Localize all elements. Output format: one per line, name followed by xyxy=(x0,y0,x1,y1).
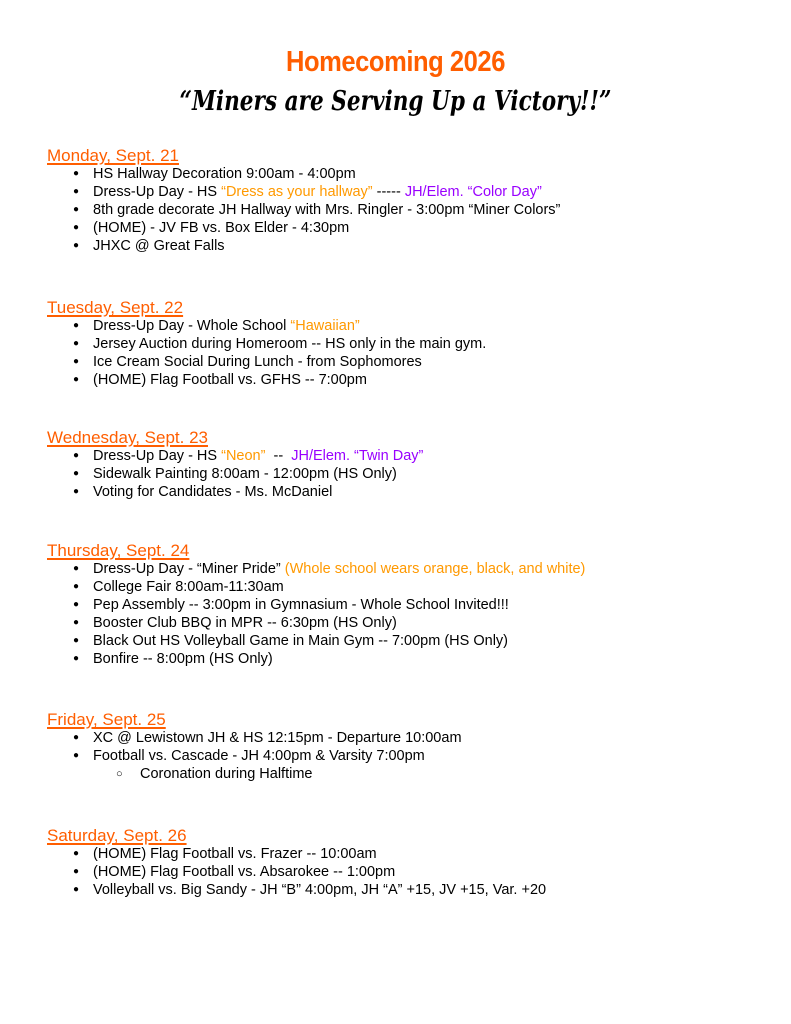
day-section-thursday xyxy=(47,541,585,668)
bullet-icon: ● xyxy=(73,168,80,179)
bullet-icon: ● xyxy=(73,240,80,251)
list-item: ● Booster Club BBQ in MPR -- 6:30pm (HS Only) xyxy=(73,615,397,631)
event-list xyxy=(47,729,462,783)
bullet-icon: ● xyxy=(73,884,80,895)
list-item: ● Bonfire -- 8:00pm (HS Only) xyxy=(73,651,273,667)
day-section-friday xyxy=(47,710,462,783)
list-item: ● Sidewalk Painting 8:00am - 12:00pm (HS Only) xyxy=(73,466,397,482)
list-item: ● Ice Cream Social During Lunch - from Sophomores xyxy=(73,354,422,370)
list-item: ● Dress-Up Day - HS “Dress as your hallway” ----- JH/Elem. “Color Day” xyxy=(73,184,542,200)
event-list xyxy=(47,165,560,255)
list-item: ● (HOME) Flag Football vs. Frazer -- 10:00am xyxy=(73,846,377,862)
event-list xyxy=(47,447,423,501)
day-section-wednesday xyxy=(47,428,423,501)
day-heading: Friday, Sept. 25 xyxy=(47,710,166,729)
list-item: ● Jersey Auction during Homeroom -- HS only in the main gym. xyxy=(73,336,487,352)
day-heading: Saturday, Sept. 26 xyxy=(47,826,187,845)
list-item: ● (HOME) Flag Football vs. GFHS -- 7:00pm xyxy=(73,372,367,388)
list-item: ● Dress-Up Day - Whole School “Hawaiian” xyxy=(73,318,360,334)
list-item: ● Dress-Up Day - “Miner Pride” (Whole school wears orange, black, and white) xyxy=(73,561,586,577)
day-section-tuesday xyxy=(47,298,486,389)
day-section-monday xyxy=(47,146,560,255)
day-heading: Wednesday, Sept. 23 xyxy=(47,428,208,447)
sub-list-item: ○ Coronation during Halftime xyxy=(116,766,313,782)
bullet-icon: ● xyxy=(73,222,80,233)
hollow-bullet-icon: ○ xyxy=(116,768,123,780)
event-list xyxy=(47,317,486,389)
page-title: Homecoming 2026 xyxy=(286,46,505,78)
list-item: ● (HOME) Flag Football vs. Absarokee -- 1:00pm xyxy=(73,864,396,880)
list-item: ● Volleyball vs. Big Sandy - JH “B” 4:00pm, JH “A” +15, JV +15, Var. +20 xyxy=(73,882,547,898)
day-heading: Tuesday, Sept. 22 xyxy=(47,298,184,317)
bullet-icon: ● xyxy=(73,563,80,574)
list-item: ● (HOME) - JV FB vs. Box Elder - 4:30pm xyxy=(73,220,350,236)
bullet-icon: ● xyxy=(73,204,80,215)
bullet-icon: ● xyxy=(73,732,80,743)
list-item: ● College Fair 8:00am-11:30am xyxy=(73,579,284,595)
list-item: ● Voting for Candidates - Ms. McDaniel xyxy=(73,484,333,500)
bullet-icon: ● xyxy=(73,320,80,331)
list-item: ● 8th grade decorate JH Hallway with Mrs. Ringler - 3:00pm “Miner Colors” xyxy=(73,202,561,218)
bullet-icon: ● xyxy=(73,486,80,497)
day-section-saturday xyxy=(47,826,546,899)
bullet-icon: ● xyxy=(73,866,80,877)
bullet-icon: ● xyxy=(73,356,80,367)
bullet-icon: ● xyxy=(73,599,80,610)
page-subtitle: “Miners are Serving Up a Victory!!” xyxy=(179,86,612,117)
bullet-icon: ● xyxy=(73,653,80,664)
bullet-icon: ● xyxy=(73,374,80,385)
bullet-icon: ● xyxy=(73,581,80,592)
list-item: ● Pep Assembly -- 3:00pm in Gymnasium - Whole School Invited!!! xyxy=(73,597,509,613)
day-heading: Monday, Sept. 21 xyxy=(47,146,179,165)
list-item: ● XC @ Lewistown JH & HS 12:15pm - Departure 10:00am xyxy=(73,730,462,746)
list-item: ● HS Hallway Decoration 9:00am - 4:00pm xyxy=(73,166,356,182)
bullet-icon: ● xyxy=(73,617,80,628)
list-item: ● Black Out HS Volleyball Game in Main Gym -- 7:00pm (HS Only) xyxy=(73,633,508,649)
bullet-icon: ● xyxy=(73,338,80,349)
day-heading: Thursday, Sept. 24 xyxy=(47,541,190,560)
bullet-icon: ● xyxy=(73,848,80,859)
bullet-icon: ● xyxy=(73,635,80,646)
list-item: ● Football vs. Cascade - JH 4:00pm & Varsity 7:00pm xyxy=(73,748,425,764)
bullet-icon: ● xyxy=(73,450,80,461)
bullet-icon: ● xyxy=(73,186,80,197)
list-item: ● JHXC @ Great Falls xyxy=(73,238,225,254)
event-list xyxy=(47,560,585,668)
list-item: ● Dress-Up Day - HS “Neon” -- JH/Elem. “Twin Day” xyxy=(73,448,424,464)
bullet-icon: ● xyxy=(73,750,80,761)
event-list xyxy=(47,845,546,899)
bullet-icon: ● xyxy=(73,468,80,479)
